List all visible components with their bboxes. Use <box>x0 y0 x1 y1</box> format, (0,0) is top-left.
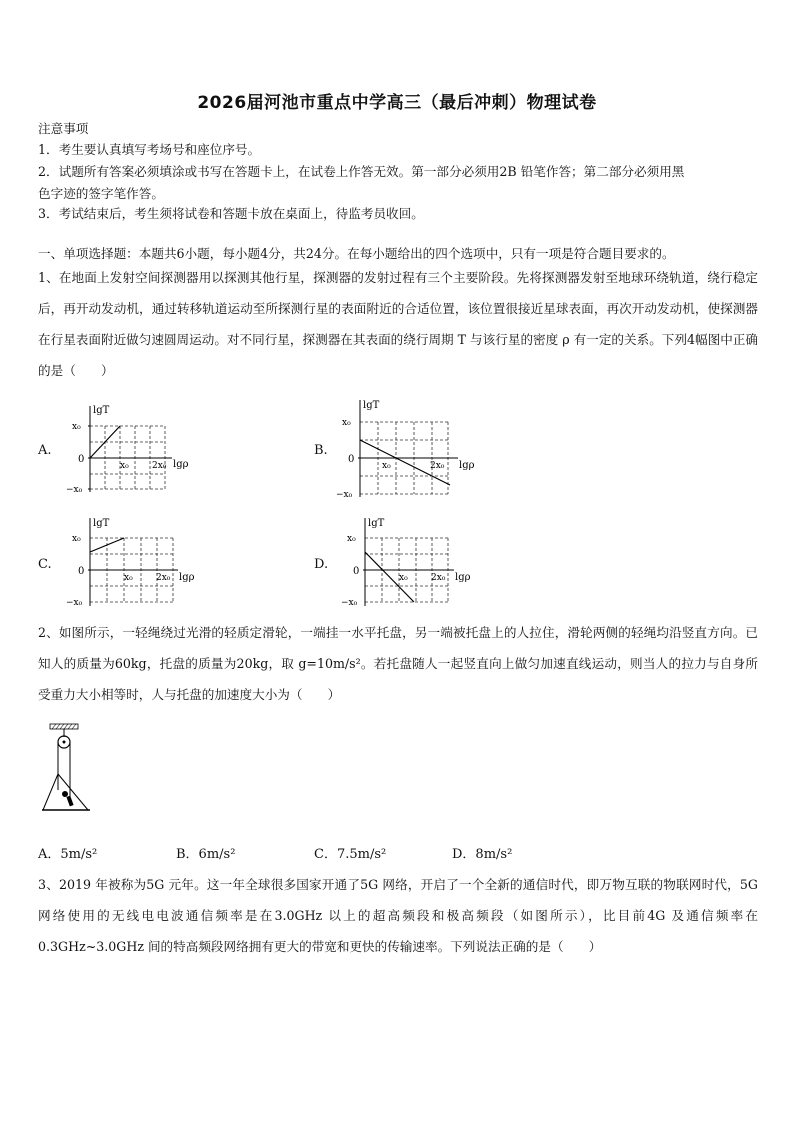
y-tick: −x₀ <box>341 598 358 608</box>
option-d-label[interactable]: D. <box>314 557 329 572</box>
option-c-label[interactable]: C. <box>38 557 52 572</box>
graph-a <box>60 400 200 498</box>
graph-b <box>330 396 490 504</box>
x-axis-label: lgρ <box>459 460 475 471</box>
notice-heading: 注意事项 <box>38 121 89 136</box>
x-tick: x₀ <box>382 461 391 471</box>
y-tick: x₀ <box>342 418 351 428</box>
y-axis-label: lgT <box>93 518 110 529</box>
x-tick: 2x₀ <box>152 461 167 471</box>
question-3-text: 3、2019 年被称为5G 元年。这一年全球很多国家开通了5G 网络，开启了一个全新的通信时代，即万物互联的物联网时代，5G 网络使用的无线电电波通信频率是在3.0GHz 以上的超高频段和极高频段（如图所示），比目前4G 及通信频率在0.3GHz~3.0GHz 间的特高频段网络拥有更大的带宽和更快的传输速率。下列说法正确的是（ ） <box>38 877 758 954</box>
graph-c <box>60 514 200 612</box>
option-c[interactable]: C．7.5m/s² <box>314 847 387 862</box>
notice-item: 1．考生要认真填写考场号和座位序号。 <box>38 142 261 157</box>
x-tick: 2x₀ <box>156 573 171 583</box>
y-tick: x₀ <box>72 534 81 544</box>
x-tick: x₀ <box>399 573 408 583</box>
option-b-label[interactable]: B. <box>314 443 328 458</box>
x-tick: x₀ <box>124 573 133 583</box>
question-2-text: 2、如图所示，一轻绳绕过光滑的轻质定滑轮，一端挂一水平托盘，另一端被托盘上的人拉住，滑轮两侧的轻绳均沿竖直方向。已知人的质量为60kg，托盘的质量为20kg，取 g=10m/s²。若托盘随人一起竖直向上做匀加速直线运动，则当人的拉力与自身所受重力大小相等时，人与托盘的加速度大小为（ ） <box>38 625 758 702</box>
y-tick: −x₀ <box>336 490 353 500</box>
origin-label: 0 <box>78 566 85 577</box>
origin-label: 0 <box>353 566 360 577</box>
y-tick: x₀ <box>72 422 81 432</box>
y-tick: −x₀ <box>66 485 83 495</box>
origin-label: 0 <box>78 454 85 465</box>
option-a[interactable]: A．5m/s² <box>38 847 98 862</box>
option-d[interactable]: D．8m/s² <box>452 847 513 862</box>
y-axis-label: lgT <box>93 405 110 416</box>
x-axis-label: lgρ <box>455 572 471 583</box>
origin-label: 0 <box>348 454 355 465</box>
y-axis-label: lgT <box>363 400 380 411</box>
option-b[interactable]: B．6m/s² <box>176 847 236 862</box>
question-1-text: 1、在地面上发射空间探测器用以探测其他行星，探测器的发射过程有三个主要阶段。先将探测器发射至地球环绕轨道，绕行稳定后，再开动发动机，通过转移轨道运动至所探测行星的表面附近的合适位置，该位置很接近星球表面，再次开动发动机，使探测器在行星表面附近做匀速圆周运动。对不同行星，探测器在其表面的绕行周期 T 与该行星的密度 ρ 有一定的关系。下列4幅图中正确的是（ ） <box>38 270 758 378</box>
pulley-diagram <box>38 722 108 822</box>
x-axis-label: lgρ <box>173 459 189 470</box>
notice-item: 3．考试结束后，考生须将试卷和答题卡放在桌面上，待监考员收回。 <box>38 206 424 221</box>
notice-item: 2．试题所有答案必须填涂或书写在答题卡上，在试卷上作答无效。第一部分必须用2B 铅笔作答；第二部分必须用黑 <box>38 164 685 179</box>
y-axis-label: lgT <box>368 518 385 529</box>
x-axis-label: lgρ <box>179 572 195 583</box>
y-tick: x₀ <box>347 534 356 544</box>
person-icon <box>62 791 74 806</box>
x-tick: x₀ <box>120 461 129 471</box>
section-heading: 一、单项选择题：本题共6小题，每小题4分，共24分。在每小题给出的四个选项中，只有一项是符合题目要求的。 <box>38 246 675 261</box>
x-tick: 2x₀ <box>430 461 445 471</box>
y-tick: −x₀ <box>66 598 83 608</box>
page-title: 2026届河池市重点中学高三（最后冲刺）物理试卷 <box>197 93 597 113</box>
option-a-label[interactable]: A. <box>38 443 52 458</box>
x-tick: 2x₀ <box>431 573 446 583</box>
graph-d <box>330 514 480 612</box>
notice-item: 色字迹的签字笔作答。 <box>38 186 164 201</box>
